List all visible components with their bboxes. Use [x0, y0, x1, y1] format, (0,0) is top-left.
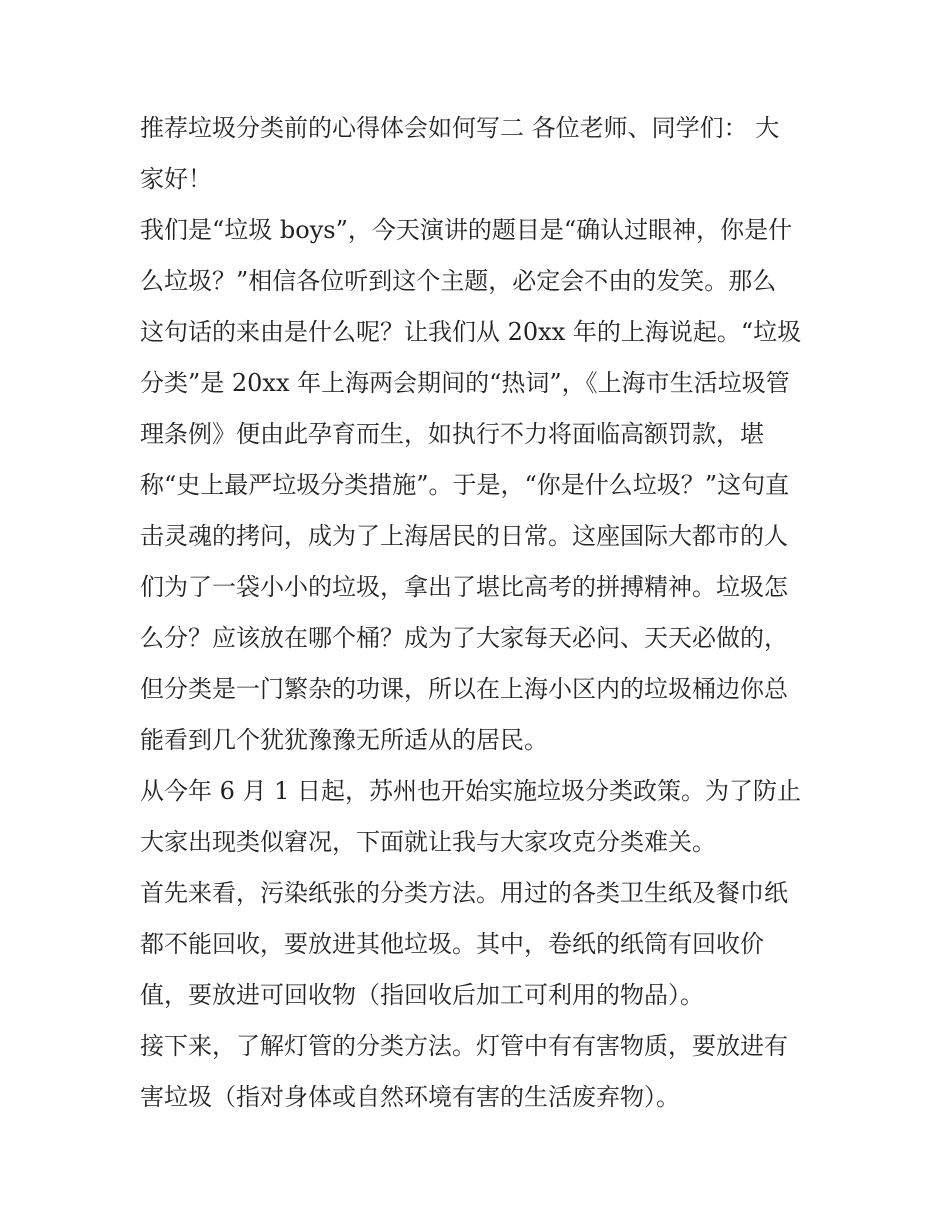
text-line: 都不能回收，要放进其他垃圾。其中，卷纸的纸筒有回收价 — [140, 930, 764, 958]
text-line: 么垃圾？”相信各位听到这个主题，必定会不由的发笑。那么 — [140, 267, 777, 295]
text-line: 害垃圾（指对身体或自然环境有害的生活废弃物）。 — [140, 1083, 680, 1111]
text-line: 我们是“垃圾 boys”，今天演讲的题目是“确认过眼神，你是什 — [140, 216, 793, 244]
text-line: 接下来，了解灯管的分类方法。灯管中有有害物质，要放进有 — [140, 1032, 788, 1060]
text-line: 能看到几个犹犹豫豫无所适从的居民。 — [140, 726, 548, 754]
text-line: 从今年 6 月 1 日起，苏州也开始实施垃圾分类政策。为了防止 — [140, 777, 802, 805]
text-line: 击灵魂的拷问，成为了上海居民的日常。这座国际大都市的人 — [140, 522, 788, 550]
text-line: 理条例》便由此孕育而生，如执行不力将面临高额罚款，堪 — [140, 420, 764, 448]
text-line: 么分？应该放在哪个桶？成为了大家每天必问、天天必做的， — [140, 624, 788, 652]
document-body — [140, 103, 830, 1123]
text-line: 但分类是一门繁杂的功课，所以在上海小区内的垃圾桶边你总 — [140, 675, 788, 703]
text-line: 家好！ — [140, 165, 212, 193]
text-line: 推荐垃圾分类前的心得体会如何写二 各位老师、同学们： 大 — [140, 114, 780, 142]
text-line: 们为了一袋小小的垃圾，拿出了堪比高考的拼搏精神。垃圾怎 — [140, 573, 788, 601]
text-line: 值，要放进可回收物（指回收后加工可利用的物品）。 — [140, 981, 704, 1009]
text-line: 这句话的来由是什么呢？让我们从 20xx 年的上海说起。“垃圾 — [140, 318, 802, 346]
text-line: 首先来看，污染纸张的分类方法。用过的各类卫生纸及餐巾纸 — [140, 879, 788, 907]
text-line: 分类”是 20xx 年上海两会期间的“热词”，《上海市生活垃圾管 — [140, 369, 790, 397]
text-line: 大家出现类似窘况，下面就让我与大家攻克分类难关。 — [140, 828, 716, 856]
text-line: 称“史上最严垃圾分类措施”。于是，“你是什么垃圾？”这句直 — [140, 471, 790, 499]
